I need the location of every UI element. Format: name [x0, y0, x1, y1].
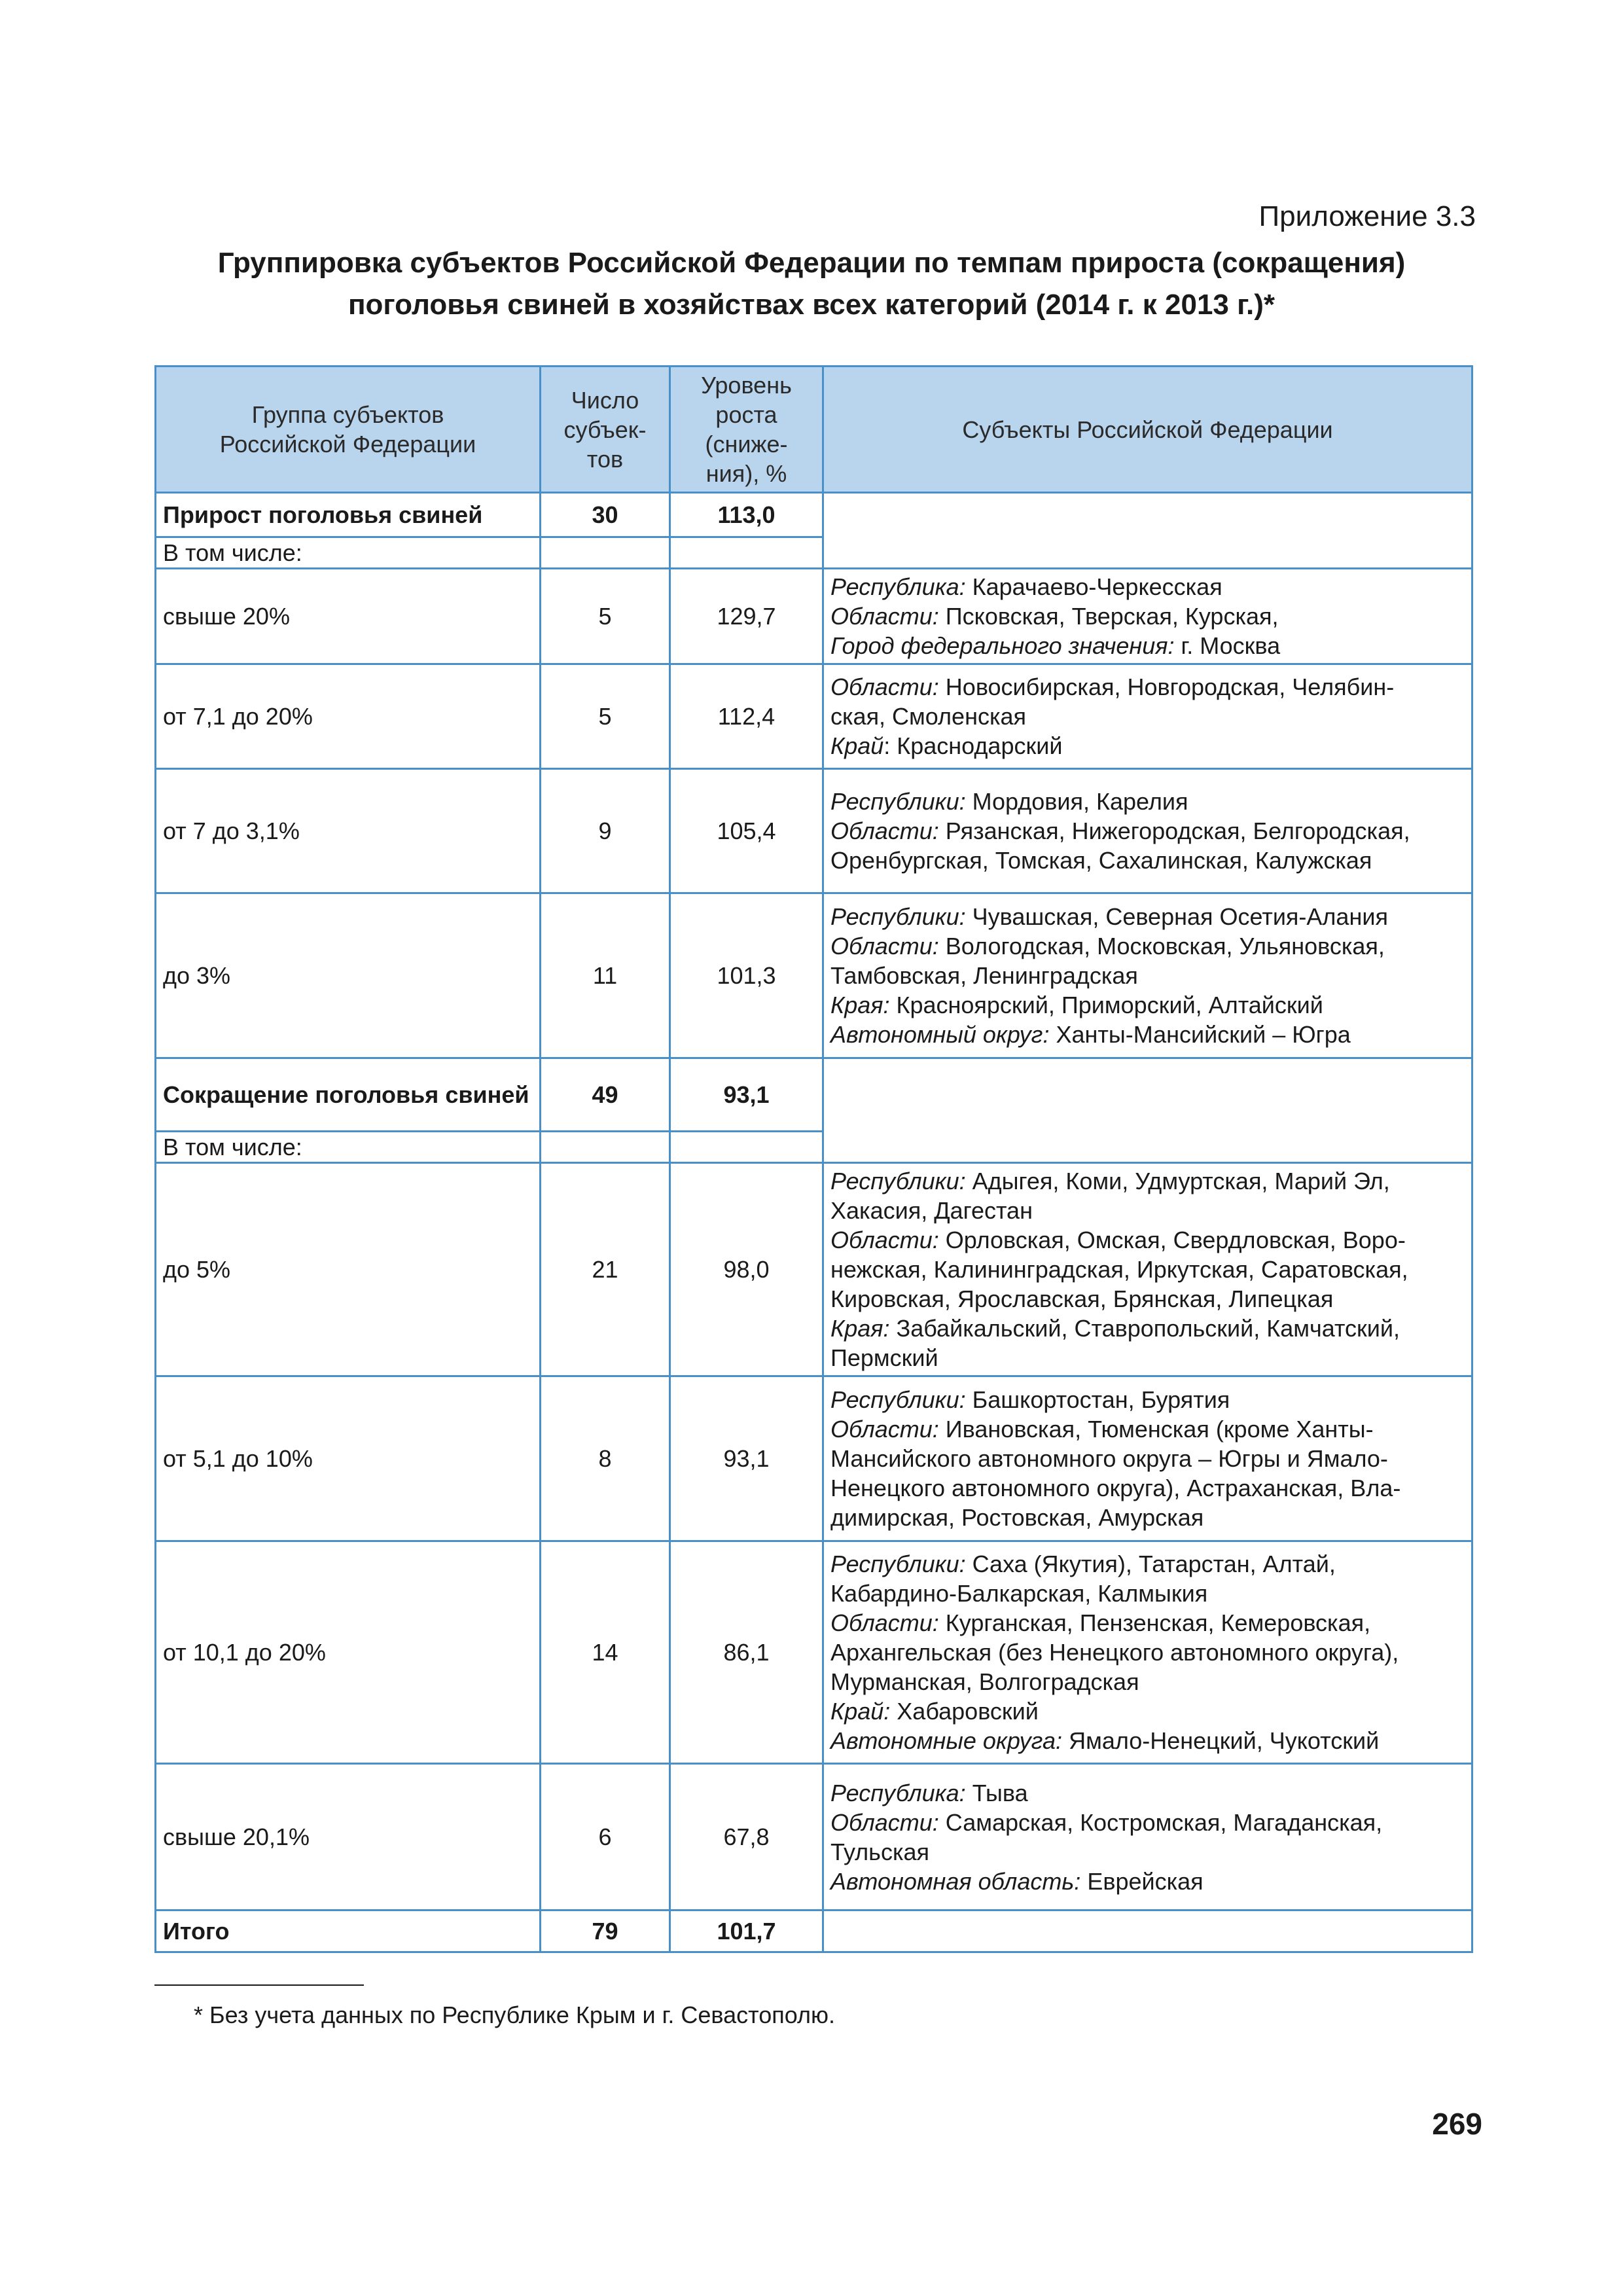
subjects-line [830, 1444, 1465, 1473]
grouping-table [154, 365, 1473, 1953]
subjects-line [830, 1579, 1465, 1608]
subjects-category-label: Области: [830, 1808, 939, 1836]
subjects-line [830, 787, 1465, 816]
subjects-line [830, 1726, 1465, 1755]
subjects-text: Карачаево-Черкесская [965, 573, 1222, 600]
subjects-text: ская, Смоленская [830, 703, 1027, 730]
table-header-row [156, 367, 1472, 493]
cell-group: Прирост поголовья свиней [156, 493, 541, 537]
subjects-category-label: Области: [830, 1227, 939, 1253]
subjects-text: Хабаровский [890, 1698, 1039, 1725]
cell-level: 129,7 [670, 569, 823, 664]
subjects-line [830, 1696, 1465, 1726]
footnote-divider [154, 1984, 364, 1986]
subjects-text: Кировская, Ярославская, Брянская, Липецкая [830, 1285, 1334, 1312]
subjects-text: Самарская, Костромская, Магаданская, [938, 1808, 1383, 1836]
cell-level: 93,1 [670, 1058, 823, 1132]
subjects-text: Красноярский, Приморский, Алтайский [889, 992, 1323, 1018]
subjects-text: Рязанская, Нижегородская, Белгородская, [938, 817, 1410, 844]
cell-count: 5 [541, 569, 670, 664]
cell-subjects [823, 1764, 1472, 1910]
subjects-category-label: Республики: [830, 1168, 966, 1194]
header-count-line: Число [571, 386, 639, 414]
subjects-line [830, 1414, 1465, 1444]
cell-group: от 5,1 до 10% [156, 1376, 541, 1541]
cell-group: Сокращение поголовья свиней [156, 1058, 541, 1132]
table-row [156, 664, 1472, 769]
subjects-category-label: Области: [830, 603, 939, 630]
header-group [156, 367, 541, 493]
subjects-text: Чувашская, Северная Осетия-Алания [965, 903, 1388, 930]
table-row [156, 569, 1472, 664]
subjects-category-label: Автономные округа: [830, 1727, 1063, 1754]
cell-group: Итого [156, 1910, 541, 1952]
subjects-line [830, 1808, 1465, 1837]
cell-subjects [823, 664, 1472, 769]
subjects-line [830, 990, 1465, 1020]
subjects-category-label: Края: [830, 992, 890, 1018]
subjects-line [830, 731, 1465, 761]
subjects-category-label: Республики: [830, 1551, 966, 1577]
header-group-line: Группа субъектов [251, 401, 444, 428]
subjects-line [830, 1549, 1465, 1579]
header-subjects: Субъекты Российской Федерации [823, 367, 1472, 493]
cell-level: 105,4 [670, 769, 823, 893]
subjects-category-label: Республики: [830, 1386, 966, 1413]
subjects-text: нежская, Калининградская, Иркутская, Саратовская, [830, 1256, 1408, 1283]
cell-subjects [823, 1163, 1472, 1376]
subjects-line [830, 1503, 1465, 1532]
cell-group: от 10,1 до 20% [156, 1541, 541, 1764]
cell-level: 101,3 [670, 893, 823, 1058]
cell-subjects [823, 1541, 1472, 1764]
cell-count: 21 [541, 1163, 670, 1376]
cell-group: от 7,1 до 20% [156, 664, 541, 769]
subjects-line [830, 1020, 1465, 1049]
subjects-text: Мурманская, Волгоградская [830, 1668, 1139, 1695]
footnote: * Без учета данных по Республике Крым и г. Севастополю. [194, 2001, 835, 2028]
subjects-text: Пермский [830, 1344, 938, 1371]
header-count-line: тов [586, 445, 624, 473]
subjects-category-label: Автономный округ: [830, 1021, 1050, 1048]
cell-subjects [823, 493, 1472, 569]
subjects-line [830, 1314, 1465, 1343]
cell-group: до 5% [156, 1163, 541, 1376]
cell-level [670, 537, 823, 569]
subjects-text: димирская, Ростовская, Амурская [830, 1504, 1204, 1531]
subjects-text: Забайкальский, Ставропольский, Камчатский, [889, 1315, 1400, 1342]
appendix-label: Приложение 3.3 [1258, 200, 1476, 232]
subjects-line [830, 1667, 1465, 1696]
subjects-category-label: Области: [830, 1609, 939, 1636]
subjects-text: Оренбургская, Томская, Сахалинская, Калужская [830, 847, 1372, 874]
subjects-category-label: Области: [830, 933, 939, 960]
cell-count: 6 [541, 1764, 670, 1910]
subjects-text: Еврейская [1080, 1867, 1204, 1895]
cell-group: свыше 20,1% [156, 1764, 541, 1910]
header-level-line: ния), % [705, 460, 787, 487]
cell-group: до 3% [156, 893, 541, 1058]
header-count-line: субъек- [563, 416, 647, 443]
table-row [156, 1764, 1472, 1910]
subjects-text: Хакасия, Дагестан [830, 1197, 1033, 1224]
cell-level: 112,4 [670, 664, 823, 769]
subjects-category-label: Края: [830, 1315, 890, 1342]
subjects-line [830, 1343, 1465, 1372]
cell-level: 67,8 [670, 1764, 823, 1910]
header-group-line: Российской Федерации [219, 431, 476, 457]
subjects-line [830, 601, 1465, 631]
subjects-line [830, 1166, 1465, 1196]
subjects-line [830, 1473, 1465, 1503]
subjects-category-label: Край [830, 732, 884, 759]
cell-count: 5 [541, 664, 670, 769]
page-number: 269 [1432, 2107, 1482, 2141]
subjects-line [830, 631, 1465, 660]
subjects-text: Адыгея, Коми, Удмуртская, Марий Эл, [965, 1168, 1390, 1194]
subjects-text: Новосибирская, Новгородская, Челябин- [938, 673, 1395, 700]
subjects-line [830, 672, 1465, 702]
cell-level: 86,1 [670, 1541, 823, 1764]
subjects-text: Мордовия, Карелия [965, 788, 1188, 815]
subjects-category-label: Республики: [830, 788, 966, 815]
cell-count: 79 [541, 1910, 670, 1952]
subjects-text: Архангельская (без Ненецкого автономного округа), [830, 1639, 1399, 1666]
subjects-line [830, 572, 1465, 601]
table-row [156, 1910, 1472, 1952]
cell-group: свыше 20% [156, 569, 541, 664]
subjects-text: Башкортостан, Бурятия [965, 1386, 1230, 1413]
table-row [156, 1376, 1472, 1541]
subjects-category-label: Области: [830, 673, 939, 700]
subjects-line [830, 1608, 1465, 1638]
subjects-text: Ненецкого автономного округа), Астраханская, Вла- [830, 1475, 1401, 1501]
title-line-1: Группировка субъектов Российской Федерации по темпам прироста (сокращения) [217, 247, 1406, 279]
cell-level: 113,0 [670, 493, 823, 537]
subjects-category-label: Автономная область: [830, 1867, 1081, 1895]
header-level [670, 367, 823, 493]
subjects-line [830, 902, 1465, 931]
subjects-text: Ямало-Ненецкий, Чукотский [1062, 1727, 1380, 1754]
subjects-text: Ивановская, Тюменская (кроме Ханты- [938, 1416, 1374, 1443]
subjects-category-label: Республики: [830, 903, 966, 930]
subjects-category-label: Области: [830, 817, 939, 844]
cell-level: 93,1 [670, 1376, 823, 1541]
header-level-line: Уровень [701, 372, 792, 399]
cell-group: от 7 до 3,1% [156, 769, 541, 893]
cell-count: 9 [541, 769, 670, 893]
table-row [156, 1163, 1472, 1376]
subjects-text: Орловская, Омская, Свердловская, Воро- [938, 1227, 1406, 1253]
subjects-text: Ханты-Мансийский – Югра [1049, 1021, 1351, 1048]
header-level-line: роста [715, 401, 777, 428]
cell-count: 8 [541, 1376, 670, 1541]
cell-group: В том числе: [156, 537, 541, 569]
cell-subjects [823, 893, 1472, 1058]
subjects-text: Кабардино-Балкарская, Калмыкия [830, 1580, 1208, 1607]
subjects-line [830, 1778, 1465, 1808]
cell-count [541, 1132, 670, 1163]
subjects-category-label: Республика: [830, 1779, 966, 1806]
subjects-line [830, 702, 1465, 731]
cell-count: 14 [541, 1541, 670, 1764]
subjects-text: Курганская, Пензенская, Кемеровская, [938, 1609, 1371, 1636]
table-row [156, 893, 1472, 1058]
subjects-line [830, 1837, 1465, 1867]
title-line-2: поголовья свиней в хозяйствах всех категорий (2014 г. к 2013 г.)* [348, 289, 1275, 321]
subjects-line [830, 1196, 1465, 1225]
subjects-text: : Краснодарский [883, 732, 1063, 759]
table-row [156, 493, 1472, 537]
subjects-category-label: Край: [830, 1698, 891, 1725]
table-title [147, 242, 1476, 326]
cell-count: 49 [541, 1058, 670, 1132]
subjects-text: Мансийского автономного округа – Югры и Ямало- [830, 1445, 1388, 1472]
subjects-line [830, 1284, 1465, 1314]
subjects-text: г. Москва [1174, 632, 1281, 659]
cell-level: 101,7 [670, 1910, 823, 1952]
subjects-line [830, 961, 1465, 990]
cell-subjects [823, 1376, 1472, 1541]
header-count [541, 367, 670, 493]
cell-count: 30 [541, 493, 670, 537]
cell-group: В том числе: [156, 1132, 541, 1163]
subjects-category-label: Республика: [830, 573, 966, 600]
table-body [156, 493, 1472, 1952]
subjects-text: Тыва [965, 1779, 1028, 1806]
subjects-text: Тульская [830, 1838, 929, 1865]
cell-subjects [823, 1058, 1472, 1163]
cell-level [670, 1132, 823, 1163]
subjects-category-label: Город федерального значения: [830, 632, 1175, 659]
subjects-line [830, 816, 1465, 846]
cell-count: 11 [541, 893, 670, 1058]
subjects-text: Саха (Якутия), Татарстан, Алтай, [965, 1551, 1336, 1577]
cell-level: 98,0 [670, 1163, 823, 1376]
header-level-line: (сниже- [705, 431, 788, 457]
subjects-line [830, 1225, 1465, 1255]
subjects-line [830, 1385, 1465, 1414]
subjects-text: Тамбовская, Ленинградская [830, 962, 1138, 989]
subjects-line [830, 1255, 1465, 1284]
subjects-line [830, 846, 1465, 875]
cell-subjects [823, 1910, 1472, 1952]
subjects-category-label: Области: [830, 1416, 939, 1443]
cell-count [541, 537, 670, 569]
subjects-line [830, 1638, 1465, 1667]
subjects-text: Псковская, Тверская, Курская, [938, 603, 1279, 630]
cell-subjects [823, 769, 1472, 893]
table-row [156, 1541, 1472, 1764]
table-row [156, 769, 1472, 893]
subjects-line [830, 1867, 1465, 1896]
subjects-line [830, 931, 1465, 961]
table-row [156, 1058, 1472, 1132]
cell-subjects [823, 569, 1472, 664]
subjects-text: Вологодская, Московская, Ульяновская, [938, 933, 1385, 960]
